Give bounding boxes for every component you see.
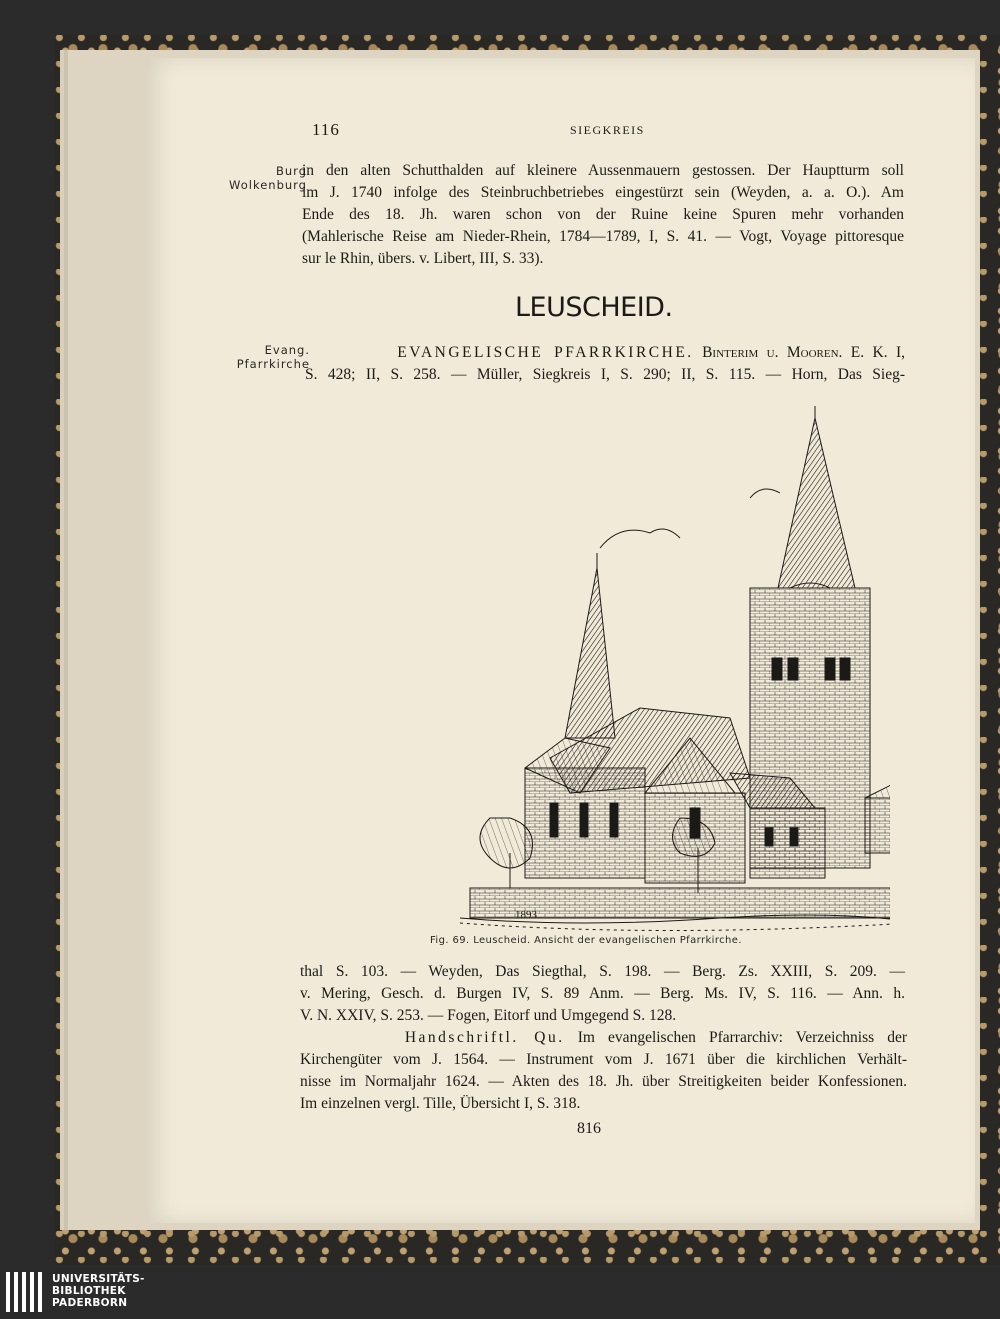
paragraph-literature xyxy=(300,961,905,1027)
library-name-line: PADERBORN xyxy=(52,1297,128,1309)
text-line: nisse im Normaljahr 1624. — Akten des 18. Jh. über Streitigkeiten beider Konfessionen. xyxy=(300,1073,907,1090)
text-line xyxy=(305,342,905,364)
paragraph-heading: Handschriftl. Qu. xyxy=(404,1029,565,1046)
artist-signature: 1893 xyxy=(515,909,537,921)
church-illustration xyxy=(310,398,890,938)
text-line xyxy=(300,1027,907,1049)
library-name xyxy=(52,1273,145,1309)
running-head: SIEGKREIS xyxy=(570,123,645,137)
text-span: Im evangelischen Pfarrarchiv: Verzeichniss der xyxy=(577,1029,908,1046)
library-name-line: BIBLIOTHEK xyxy=(52,1285,126,1297)
text-line: Kirchengüter vom J. 1564. — Instrument vom J. 1671 über die kirchlichen Verhält- xyxy=(300,1051,907,1068)
margin-note-line: Evang. xyxy=(264,343,310,357)
figure-caption: Fig. 69. Leuscheid. Ansicht der evangelischen Pfarrkirche. xyxy=(430,935,742,946)
library-logo-icon xyxy=(6,1272,48,1312)
book-page xyxy=(145,58,975,1223)
text-line: in den alten Schutthalden auf kleinere Aussenmauern gestossen. Der Hauptturm soll xyxy=(302,162,904,179)
margin-note-evang xyxy=(200,343,310,371)
text-line: thal S. 103. — Weyden, Das Siegthal, S. 198. — Berg. Zs. XXIII, S. 209. — xyxy=(300,963,905,980)
library-name-line: UNIVERSITÄTS- xyxy=(52,1273,145,1285)
margin-note-line: Pfarrkirche xyxy=(236,357,310,371)
margin-note-line: Burg xyxy=(275,164,307,178)
text-line: S. 428; II, S. 258. — Müller, Siegkreis I, S. 290; II, S. 115. — Horn, Das Sieg- xyxy=(305,366,905,383)
text-line: (Mahlerische Reise am Nieder-Rhein, 1784—1789, I, S. 41. — Vogt, Voyage pittoresque xyxy=(302,228,904,245)
text-line: im J. 1740 infolge des Steinbruchbetriebes eingestürzt sein (Weyden, a. a. O.). Am xyxy=(302,184,904,201)
section-title: LEUSCHEID. xyxy=(515,292,673,323)
text-line: V. N. XXIV, S. 253. — Fogen, Eitorf und Umgegend S. 128. xyxy=(300,1007,677,1024)
page-number: 116 xyxy=(312,120,340,139)
margin-note-line: Wolkenburg xyxy=(229,178,307,192)
folio-number: 816 xyxy=(577,1120,601,1137)
paragraph-pfarrkirche xyxy=(305,342,905,386)
library-footer xyxy=(0,1268,1000,1319)
text-span: Binterim u. Mooren. E. K. I, xyxy=(702,344,906,361)
paragraph-handschriftl xyxy=(300,1027,907,1115)
margin-note-burg xyxy=(200,164,307,192)
text-line: Im einzelnen vergl. Tille, Übersicht I, S. 318. xyxy=(300,1095,581,1112)
paragraph-burg xyxy=(302,160,904,270)
paragraph-heading: EVANGELISCHE PFARRKIRCHE. xyxy=(397,344,694,361)
text-line: v. Mering, Gesch. d. Burgen IV, S. 89 Anm. — Berg. Ms. IV, S. 116. — Ann. h. xyxy=(300,985,905,1002)
text-line: Ende des 18. Jh. waren schon von der Ruine keine Spuren mehr vorhanden xyxy=(302,206,904,223)
text-line: sur le Rhin, übers. v. Libert, III, S. 33). xyxy=(302,250,544,267)
